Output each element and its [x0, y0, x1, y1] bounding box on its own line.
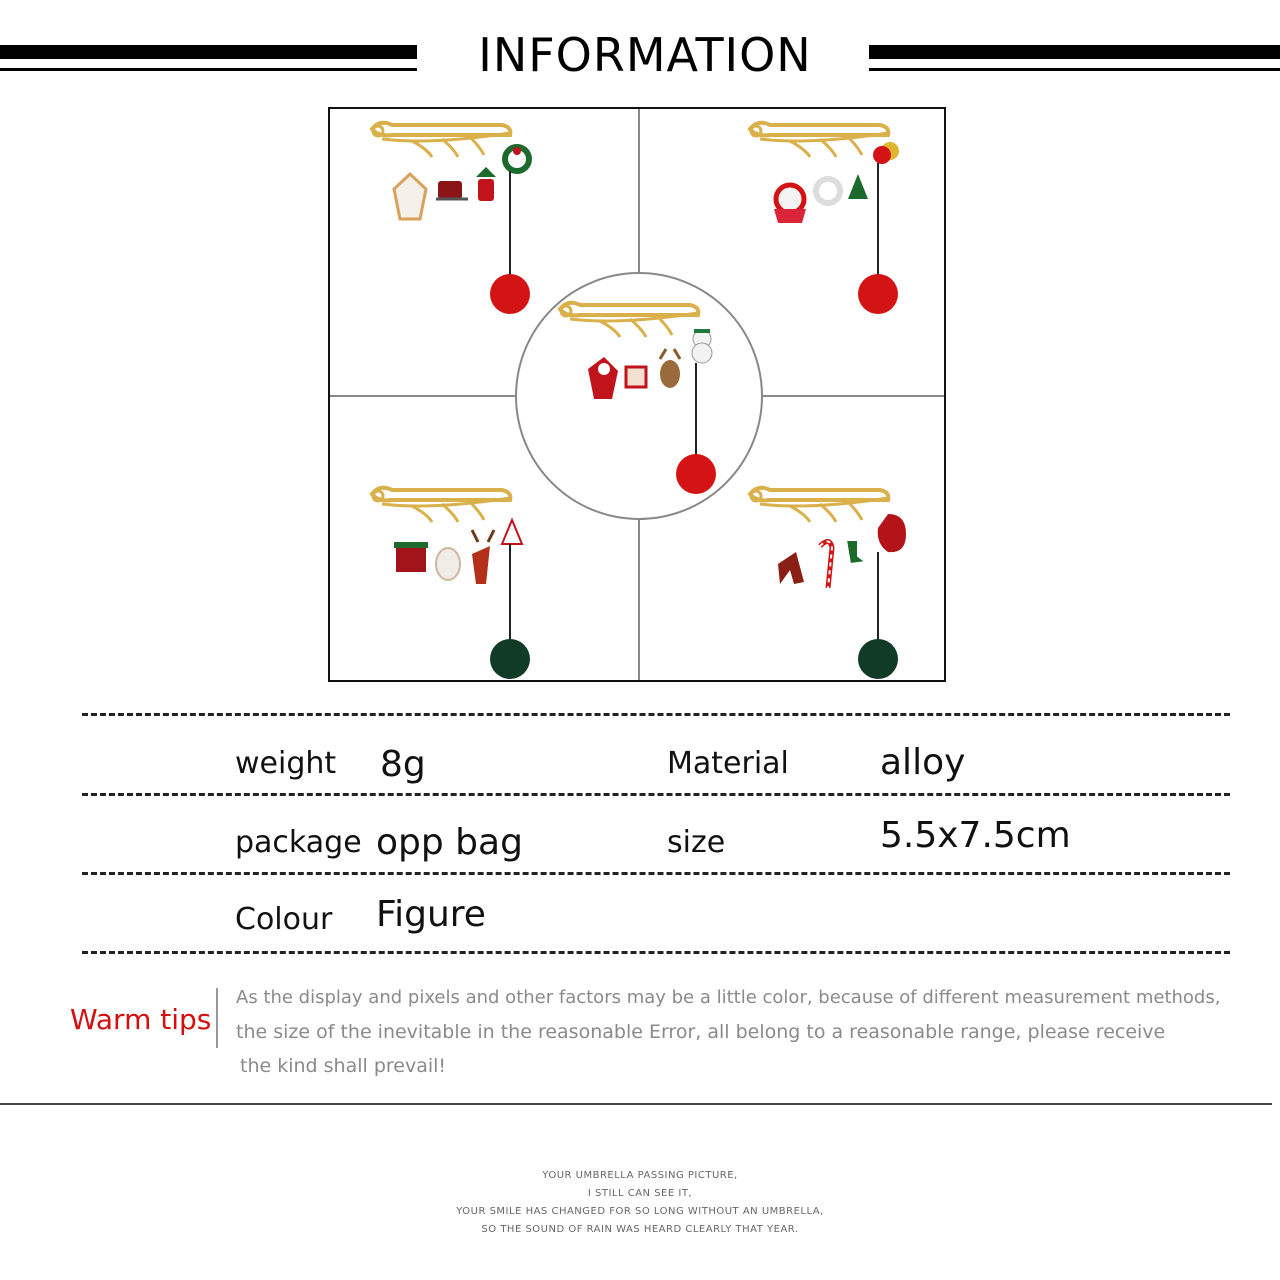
page-title: INFORMATION — [478, 28, 812, 82]
bottom-divider — [0, 1103, 1272, 1105]
brooch-reindeer-candycane-stocking-mitten — [750, 488, 906, 679]
header-bar-left — [0, 45, 417, 59]
brooch-santa-wreath-tree-bell — [750, 123, 899, 314]
package-value: opp bag — [376, 822, 523, 863]
brooch-gift-snowman-reindeer-tree — [372, 488, 530, 679]
material-value: alloy — [880, 742, 966, 783]
package-label: package — [235, 825, 362, 860]
product-image-grid — [328, 107, 946, 682]
material-label: Material — [667, 746, 789, 781]
warm-tips-line-1: As the display and pixels and other factors may be a little color, because of different measurement methods, — [236, 987, 1221, 1008]
warm-tips-title: Warm tips — [70, 1003, 212, 1036]
spec-divider-2 — [82, 793, 1230, 796]
footer-line-1: YOUR UMBRELLA PASSING PICTURE, — [542, 1170, 738, 1181]
footer-line-4: SO THE SOUND OF RAIN WAS HEARD CLEARLY THAT YEAR. — [481, 1224, 799, 1235]
warm-tips-separator — [216, 988, 218, 1048]
colour-label: Colour — [235, 902, 333, 937]
spec-divider-1 — [82, 713, 1230, 716]
spec-divider-4 — [82, 951, 1230, 954]
brooch-wreath-bell-skate — [372, 123, 530, 314]
weight-label: weight — [235, 746, 337, 781]
weight-value: 8g — [380, 744, 426, 785]
center-circle — [516, 273, 762, 519]
spec-divider-3 — [82, 872, 1230, 875]
size-value: 5.5x7.5cm — [880, 815, 1071, 856]
colour-value: Figure — [376, 894, 486, 935]
header-line-left — [0, 68, 417, 71]
product-collage — [330, 109, 944, 680]
footer-line-2: I STILL CAN SEE IT, — [587, 1188, 693, 1199]
header-line-right — [869, 68, 1280, 71]
warm-tips-line-3: the kind shall prevail! — [240, 1055, 447, 1077]
size-label: size — [667, 825, 726, 860]
warm-tips-line-2: the size of the inevitable in the reasonable Error, all belong to a reasonable range, please receive — [236, 1021, 1166, 1043]
header-bar-right — [869, 45, 1280, 59]
footer-line-3: YOUR SMILE HAS CHANGED FOR SO LONG WITHOUT AN UMBRELLA, — [456, 1206, 824, 1217]
